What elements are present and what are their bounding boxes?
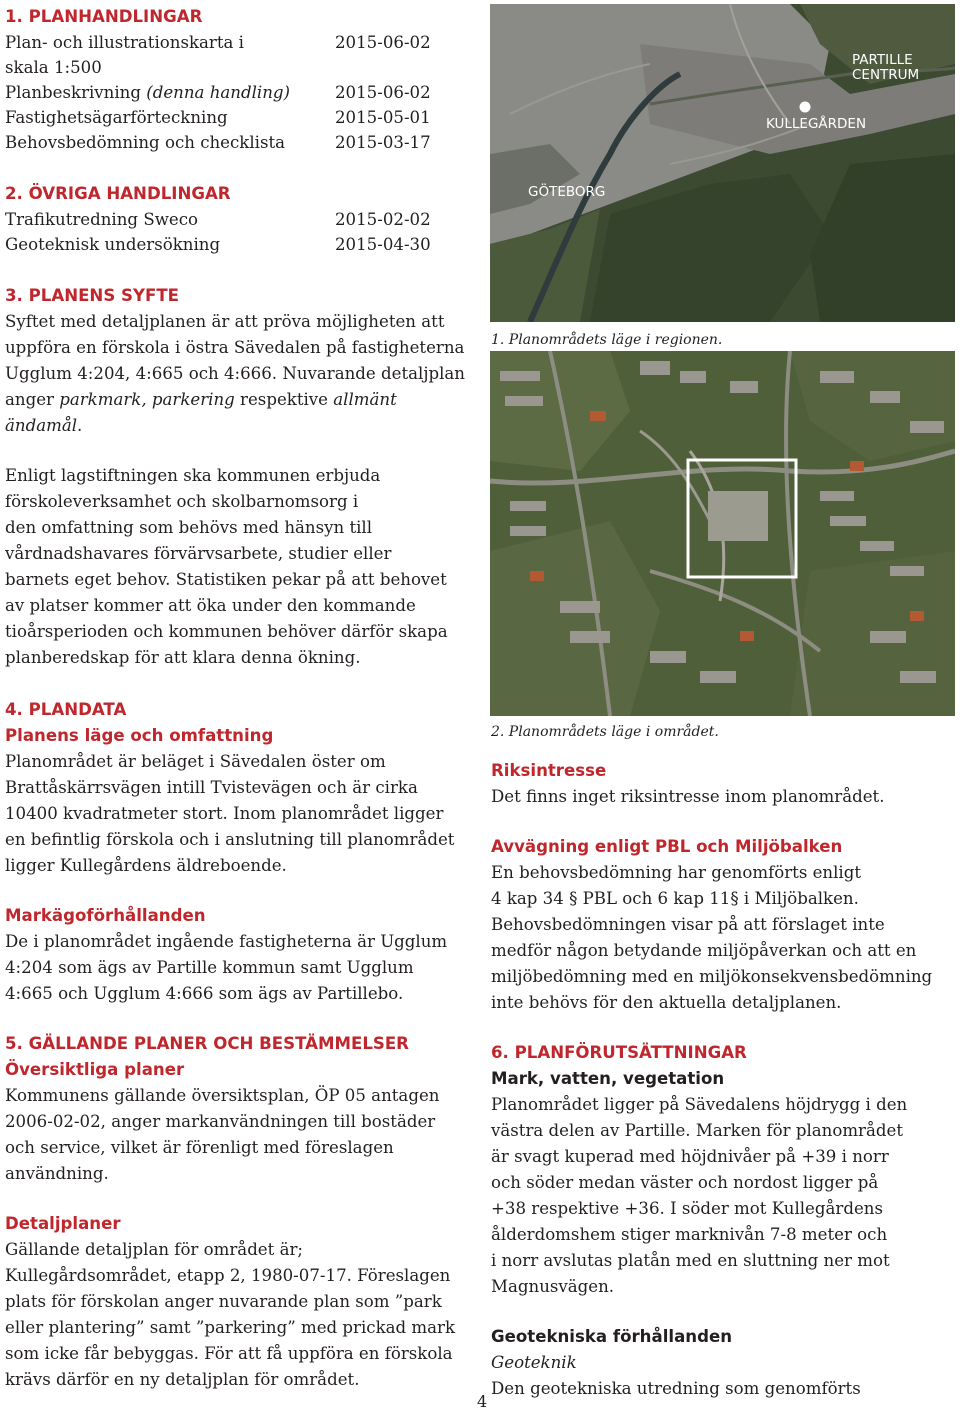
paragraph: 10400 kvadratmeter stort. Inom planområdet ligger — [5, 804, 444, 823]
doc-item: skala 1:500 — [5, 58, 102, 77]
subheading-markagoforhallanden: Markägoförhållanden — [5, 906, 206, 925]
subheading-oversiktliga-planer: Översiktliga planer — [5, 1060, 185, 1079]
paragraph: Planområdet är beläget i Sävedalen öster om — [5, 752, 386, 771]
partille-centrum-label: PARTILLE CENTRUM — [852, 52, 920, 83]
subheading-planens-lage: Planens läge och omfattning — [5, 726, 274, 745]
section-6-heading: 6. PLANFÖRUTSÄTTNINGAR — [491, 1043, 747, 1062]
paragraph: som icke får bebyggas. För att få uppföra en förskola — [5, 1344, 453, 1363]
doc-item: Plan- och illustrationskarta i 2015-06-02 — [5, 33, 431, 52]
paragraph: 4:204 som ägs av Partille kommun samt Ugglum — [5, 958, 414, 977]
paragraph: 4 kap 34 § PBL och 6 kap 11§ i Miljöbalken. — [491, 889, 859, 908]
area-aerial-map — [490, 351, 955, 716]
paragraph: av platser kommer att öka under den kommande — [5, 596, 416, 615]
paragraph: miljöbedömning med en miljökonsekvensbedömning — [491, 967, 933, 986]
paragraph: Den geotekniska utredning som genomförts — [491, 1379, 861, 1398]
paragraph: De i planområdet ingående fastigheterna är Ugglum — [5, 932, 448, 951]
paragraph: plats för förskolan anger nuvarande plan som ”park — [5, 1292, 442, 1311]
paragraph: medför någon betydande miljöpåverkan och att en — [491, 941, 917, 960]
doc-item: Planbeskrivning (denna handling) 2015-06-02 — [5, 83, 431, 102]
paragraph: och söder medan väster och nordost ligger på — [491, 1173, 879, 1192]
paragraph: +38 respektive +36. I söder mot Kullegårdens — [491, 1199, 883, 1218]
paragraph: den omfattning som behövs med hänsyn till — [5, 518, 373, 537]
geoteknik-label: Geoteknik — [491, 1353, 577, 1372]
paragraph: Behovsbedömningen visar på att förslaget inte — [491, 915, 885, 934]
kullegarden-label: KULLEGÅRDEN — [766, 116, 867, 132]
section-2-heading: 2. ÖVRIGA HANDLINGAR — [5, 184, 231, 203]
paragraph: Magnusvägen. — [491, 1277, 615, 1296]
location-marker — [800, 102, 811, 113]
paragraph: vårdnadshavares förvärvsarbete, studier eller — [5, 544, 392, 563]
paragraph: ålderdomshem stiger marknivån 7-8 meter och — [491, 1225, 888, 1244]
paragraph: eller plantering” samt ”parkering” med prickad mark — [5, 1318, 456, 1337]
paragraph: och service, vilket är förenligt med föreslagen — [5, 1138, 394, 1157]
paragraph: 4:665 och Ugglum 4:666 som ägs av Partillebo. — [5, 984, 404, 1003]
paragraph: förskoleverksamhet och skolbarnomsorg i — [5, 492, 359, 511]
doc-item: Geoteknisk undersökning 2015-04-30 — [5, 235, 431, 254]
doc-item: Behovsbedömning och checklista 2015-03-17 — [5, 133, 431, 152]
paragraph: 2006-02-02, anger markanvändningen till bostäder — [5, 1112, 436, 1131]
paragraph: anger parkmark, parkering respektive allmänt — [5, 390, 397, 409]
paragraph: En behovsbedömning har genomförts enligt — [491, 863, 862, 882]
paragraph: Det finns inget riksintresse inom planområdet. — [491, 787, 885, 806]
paragraph: Kullegårdsområdet, etapp 2, 1980-07-17. Föreslagen — [5, 1266, 451, 1285]
subheading-riksintresse: Riksintresse — [491, 761, 607, 780]
paragraph: Brattåskärrsvägen intill Tvistevägen och är cirka — [5, 778, 418, 797]
left-column — [5, 4, 475, 1393]
area-map-image — [490, 351, 955, 716]
section-4-heading: 4. PLANDATA — [5, 700, 127, 719]
region-aerial-map — [490, 4, 955, 322]
paragraph: en befintlig förskola och i anslutning till planområdet — [5, 830, 455, 849]
subheading-detaljplaner: Detaljplaner — [5, 1214, 121, 1233]
paragraph: användning. — [5, 1164, 109, 1183]
right-column-text — [491, 758, 955, 1402]
subheading-avvagning: Avvägning enligt PBL och Miljöbalken — [491, 837, 843, 856]
subheading-mark-vatten: Mark, vatten, vegetation — [491, 1069, 725, 1088]
paragraph: är svagt kuperad med höjdnivåer på +39 i norr — [491, 1147, 889, 1166]
page-number: 4 — [477, 1392, 488, 1411]
paragraph: Syftet med detaljplanen är att pröva möjligheten att — [5, 312, 445, 331]
paragraph: planberedskap för att klara denna ökning. — [5, 648, 361, 667]
section-1-heading: 1. PLANHANDLINGAR — [5, 7, 203, 26]
paragraph: barnets eget behov. Statistiken pekar på att behovet — [5, 570, 447, 589]
paragraph: i norr avslutas platån med en sluttning ner mot — [491, 1251, 890, 1270]
paragraph: Kommunens gällande översiktsplan, ÖP 05 antagen — [5, 1086, 440, 1105]
map-2-caption: 2. Planområdets läge i området. — [491, 724, 719, 740]
paragraph: västra delen av Partille. Marken för planområdet — [491, 1121, 903, 1140]
section-3-heading: 3. PLANENS SYFTE — [5, 286, 179, 305]
paragraph: ligger Kullegårdens äldreboende. — [5, 856, 287, 875]
doc-item: Fastighetsägarförteckning 2015-05-01 — [5, 108, 431, 127]
paragraph: inte behövs för den aktuella detaljplanen. — [491, 993, 842, 1012]
paragraph: tioårsperioden och kommunen behöver därför skapa — [5, 622, 448, 641]
paragraph: ändamål. — [5, 416, 83, 435]
paragraph: uppföra en förskola i östra Sävedalen på fastigheterna — [5, 338, 465, 357]
goteborg-label: GÖTEBORG — [528, 184, 606, 200]
paragraph: Planområdet ligger på Sävedalens höjdrygg i den — [491, 1095, 908, 1114]
doc-item: Trafikutredning Sweco 2015-02-02 — [5, 210, 431, 229]
paragraph: Ugglum 4:204, 4:665 och 4:666. Nuvarande detaljplan — [5, 364, 465, 383]
paragraph: Gällande detaljplan för området är; — [5, 1240, 303, 1259]
paragraph: krävs därför en ny detaljplan för området. — [5, 1370, 360, 1389]
subheading-geotekniska: Geotekniska förhållanden — [491, 1327, 733, 1346]
paragraph: Enligt lagstiftningen ska kommunen erbjuda — [5, 466, 381, 485]
section-5-heading: 5. GÄLLANDE PLANER OCH BESTÄMMELSER — [5, 1034, 409, 1053]
map-1-caption: 1. Planområdets läge i regionen. — [491, 332, 723, 348]
